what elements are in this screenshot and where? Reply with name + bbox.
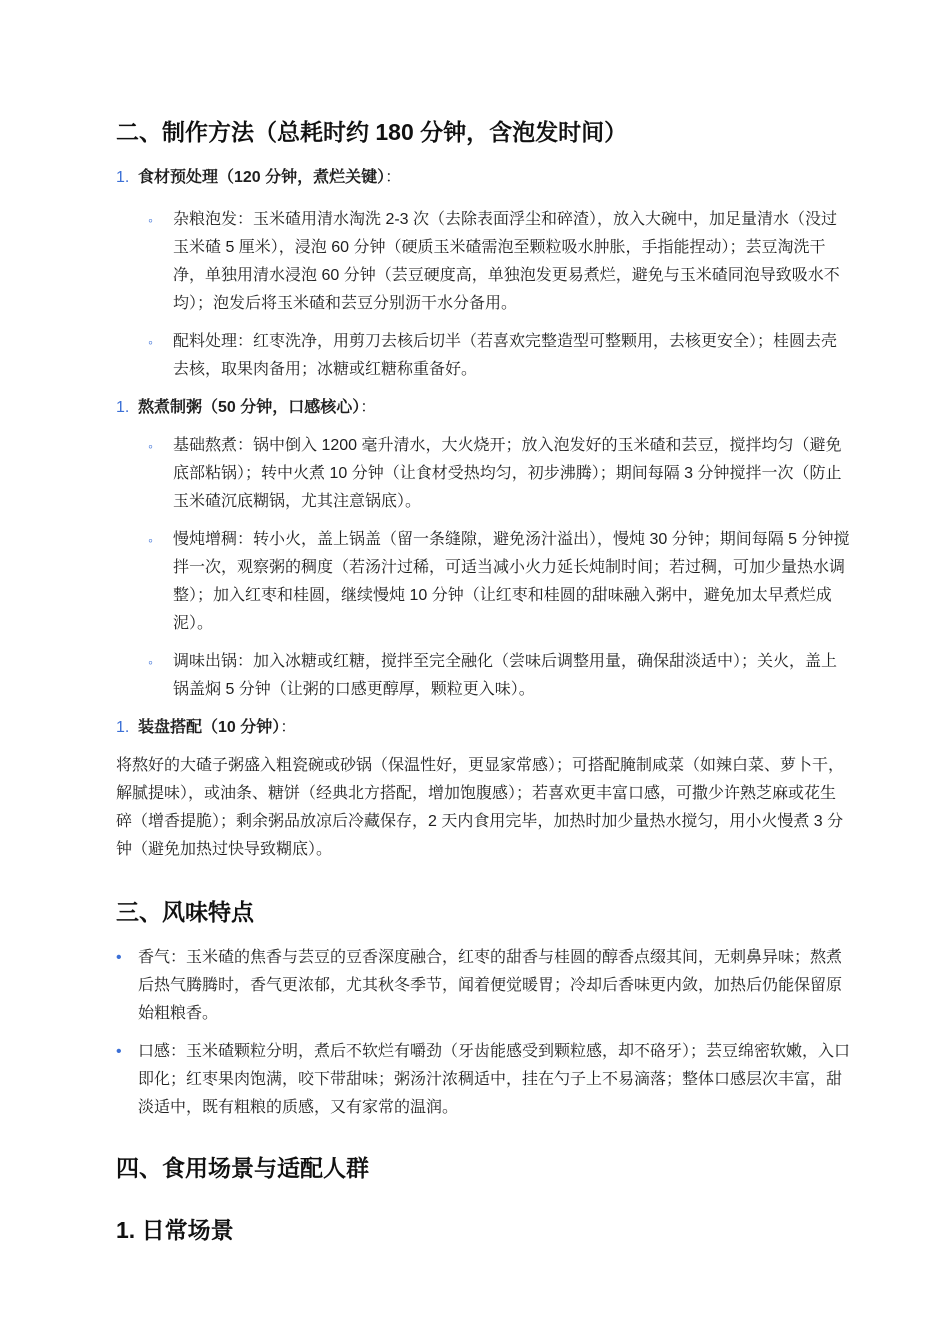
step-suffix: ：: [360, 399, 377, 416]
sub-item-text: 慢炖增稠：转小火，盖上锅盖（留一条缝隙，避免汤汁溢出），慢炖 30 分钟；期间每隔 5 分钟搅拌一次，观察粥的稠度（若汤汁过稀，可适当减小火力延长炖制时间；若过稠，可加少量热水调整）；加入红枣和桂圆，继续慢炖 10 分钟（让红枣和桂圆的甜味融入粥中，避免加太早煮烂成泥）。: [173, 531, 850, 632]
step-item: [116, 164, 850, 192]
sub-list-item: [116, 328, 850, 384]
step-item: [116, 394, 850, 422]
sub-item-text: 杂粮泡发：玉米碴用清水淘洗 2-3 次（去除表面浮尘和碎渣），放入大碗中，加足量清水（没过玉米碴 5 厘米），浸泡 60 分钟（硬质玉米碴需泡至颗粒吸水肿胀，手指能捏动）；芸豆淘洗干净，单独用清水浸泡 60 分钟（芸豆硬度高，单独泡发更易煮烂，避免与玉米碴同泡导致吸水不均）；泡发后将玉米碴和芸豆分别沥干水分备用。: [173, 211, 840, 312]
bullet-icon: •: [116, 949, 122, 966]
section3-title: 三、风味特点: [116, 899, 254, 925]
circle-bullet-icon: ◦: [148, 334, 153, 350]
list-item-text: 口感：玉米碴颗粒分明，煮后不软烂有嚼劲（牙齿能感受到颗粒感，却不硌牙）；芸豆绵密软嫩，入口即化；红枣果肉饱满，咬下带甜味；粥汤汁浓稠适中，挂在勺子上不易滴落；整体口感层次丰富，甜淡适中，既有粗粮的质感，又有家常的温润。: [138, 1043, 851, 1116]
sub-item-text: 基础熬煮：锅中倒入 1200 毫升清水，大火烧开；放入泡发好的玉米碴和芸豆，搅拌均匀（避免底部粘锅）；转中火煮 10 分钟（让食材受热均匀，初步沸腾）；期间每隔 3 分钟搅拌一次（防止玉米碴沉底糊锅，尤其注意锅底）。: [173, 437, 842, 510]
sub-list-item: [116, 432, 850, 516]
step-suffix: ：: [280, 719, 297, 736]
circle-bullet-icon: ◦: [148, 532, 153, 548]
section2-title: 二、制作方法（总耗时约 180 分钟，含泡发时间）: [116, 119, 628, 145]
plating-paragraph: 将熬好的大碴子粥盛入粗瓷碗或砂锅（保温性好，更显家常感）；可搭配腌制咸菜（如辣白菜、萝卜干，解腻提味），或油条、糖饼（经典北方搭配，增加饱腹感）；若喜欢更丰富口感，可撒少许熟芝麻或花生碎（增香提脆）；剩余粥品放凉后冷藏保存，2 天内食用完毕，加热时加少量热水搅匀，用小火慢煮 3 分钟（避免加热过快导致糊底）。: [116, 757, 845, 858]
section4-title: 四、食用场景与适配人群: [116, 1155, 369, 1181]
step-title: 装盘搭配（10 分钟）: [138, 719, 281, 736]
sub-list-item: [116, 206, 850, 318]
step-number: 1.: [116, 399, 130, 416]
sub-item-text: 调味出锅：加入冰糖或红糖，搅拌至完全融化（尝味后调整用量，确保甜淡适中）；关火，盖上锅盖焖 5 分钟（让粥的口感更醇厚，颗粒更入味）。: [173, 653, 838, 698]
circle-bullet-icon: ◦: [148, 438, 153, 454]
step-title: 熬煮制粥（50 分钟，口感核心）: [138, 399, 361, 416]
list-item-text: 香气：玉米碴的焦香与芸豆的豆香深度融合，红枣的甜香与桂圆的醇香点缀其间，无刺鼻异味；熬煮后热气腾腾时，香气更浓郁，尤其秋冬季节，闻着便觉暖胃；冷却后香味更内敛，加热后仍能保留原始粗粮香。: [138, 949, 843, 1022]
step-item: [116, 714, 850, 742]
bullet-icon: •: [116, 1043, 122, 1060]
step-suffix: ：: [385, 169, 402, 186]
circle-bullet-icon: ◦: [148, 212, 153, 228]
list-item: [116, 1038, 850, 1122]
sub-list-item: [116, 526, 850, 638]
sub-item-text: 配料处理：红枣洗净，用剪刀去核后切半（若喜欢完整造型可整颗用，去核更安全）；桂圆去壳去核，取果肉备用；冰糖或红糖称重备好。: [173, 333, 838, 378]
sub-list-item: [116, 648, 850, 704]
circle-bullet-icon: ◦: [148, 654, 153, 670]
section4-subtitle: 1. 日常场景: [116, 1217, 234, 1243]
step-number: 1.: [116, 719, 130, 736]
list-item: [116, 944, 850, 1028]
step-title: 食材预处理（120 分钟，煮烂关键）: [138, 169, 386, 186]
step-number: 1.: [116, 169, 130, 186]
